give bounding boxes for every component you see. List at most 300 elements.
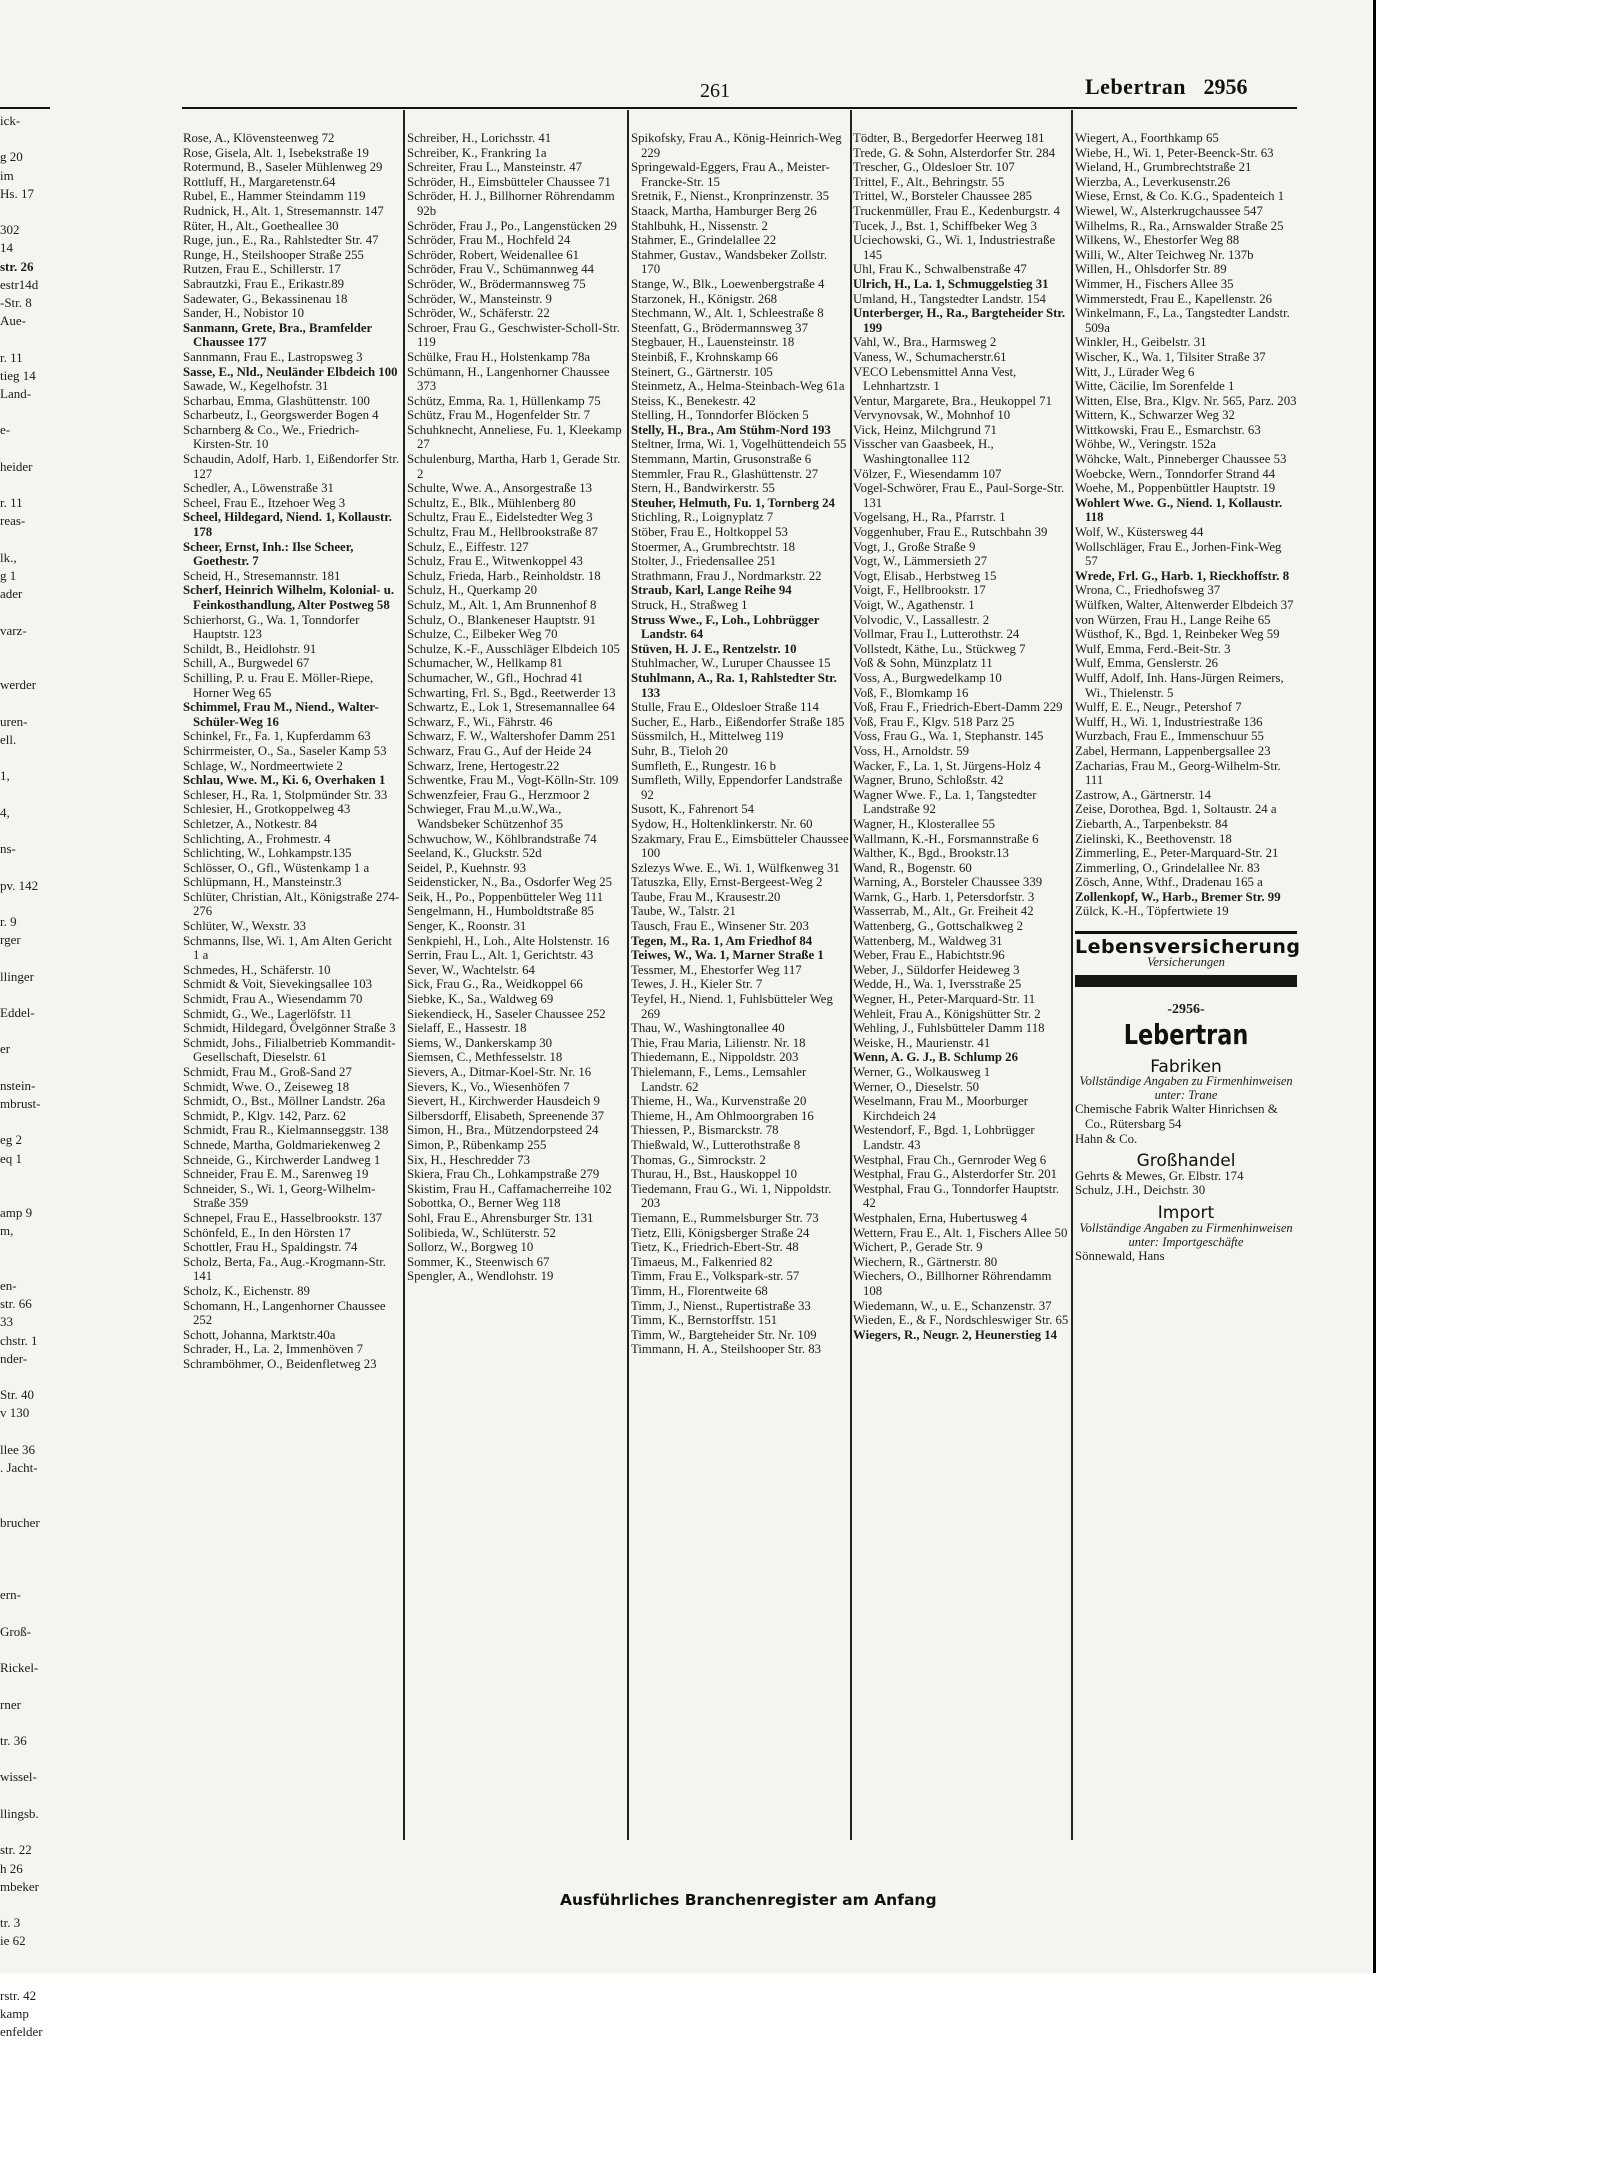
directory-entry: Willi, W., Alter Teichweg Nr. 137b xyxy=(1075,247,1254,262)
directory-entry: Vaness, W., Schumacherstr.61 xyxy=(853,349,1007,364)
directory-entry: Wedde, H., Wa. 1, Iversstraße 25 xyxy=(853,977,1022,992)
fragment-line xyxy=(0,1550,66,1568)
fragment-line: 14 xyxy=(0,240,13,256)
fragment-line: enfelder xyxy=(0,2024,43,2040)
directory-entry: Schulze, C., Eilbeker Weg 70 xyxy=(407,627,558,642)
directory-entry: Wiese, Ernst, & Co. K.G., Spadenteich 1 xyxy=(1075,189,1285,204)
directory-entry: Sick, Frau G., Ra., Weidkoppel 66 xyxy=(407,977,583,992)
fragment-line xyxy=(0,1477,66,1495)
directory-entry: Scharnberg & Co., We., Friedrich-Kirsten-Str. 10 xyxy=(183,422,360,452)
directory-entry: Vogt, Elisab., Herbstweg 15 xyxy=(853,568,997,583)
directory-entry: Weiske, H., Maurienstr. 41 xyxy=(853,1035,991,1050)
fragment-line xyxy=(0,1787,66,1805)
column-divider xyxy=(403,110,405,1840)
directory-entry: Schrader, H., La. 2, Immenhöven 7 xyxy=(183,1342,364,1357)
directory-entry: Witt, J., Lürader Weg 6 xyxy=(1075,364,1195,379)
directory-entry: Wiedemann, W., u. E., Schanzenstr. 37 xyxy=(853,1298,1052,1313)
directory-entry: Wattenberg, M., Waldweg 31 xyxy=(853,933,1003,948)
fragment-line: eg 2 xyxy=(0,1132,23,1148)
directory-entry: Wehling, J., Fuhlsbütteler Damm 118 xyxy=(853,1021,1045,1036)
advert-box xyxy=(1075,931,1301,1263)
fragment-line: eq 1 xyxy=(0,1150,23,1166)
directory-entry: Stüven, H. J. E., Rentzelstr. 10 xyxy=(631,641,797,656)
directory-entry: Skiera, Frau Ch., Lohkampstraße 279 xyxy=(407,1167,600,1182)
directory-entry: Rotermund, B., Saseler Mühlenweg 29 xyxy=(183,160,383,175)
directory-entry: Schaudin, Adolf, Harb. 1, Eißendorfer Str. 127 xyxy=(183,452,400,481)
directory-entry: Rose, A., Klövensteenweg 72 xyxy=(183,131,335,145)
advert-section-heading: Großhandel xyxy=(1136,1151,1236,1172)
directory-entry: Siekendieck, H., Saseler Chaussee 252 xyxy=(407,1006,606,1021)
column-divider xyxy=(1071,110,1073,1840)
directory-entry: Truckenmüller, Frau E., Kedenburgstr. 4 xyxy=(853,203,1061,218)
directory-entry: Thurau, H., Bst., Hauskoppel 10 xyxy=(631,1167,797,1182)
directory-entry: Scherf, Heinrich Wilhelm, Kolonial- u. Feinkosthandlung, Alter Postweg 58 xyxy=(183,583,395,612)
fragment-line xyxy=(0,440,66,458)
directory-entry: Schinkel, Fr., Fa. 1, Kupferdamm 63 xyxy=(183,729,371,744)
directory-entry: Stelling, H., Tonndorfer Blöcken 5 xyxy=(631,408,809,423)
directory-entry: Schröder, W., Mansteinstr. 9 xyxy=(407,291,552,306)
fragment-line: rstr. 42 xyxy=(0,1987,37,2003)
directory-entry: Schütz, Emma, Ra. 1, Hüllenkamp 75 xyxy=(407,393,601,408)
directory-entry: Sohl, Frau E., Ahrensburger Str. 131 xyxy=(407,1210,594,1225)
fragment-line xyxy=(0,1423,66,1441)
directory-entry: Vollstedt, Käthe, Lu., Stückweg 7 xyxy=(853,641,1026,656)
directory-entry: Wiebe, H., Wi. 1, Peter-Beenck-Str. 63 xyxy=(1075,145,1274,160)
directory-entry: Schumacher, W., Hellkamp 81 xyxy=(407,656,563,671)
fragment-line xyxy=(0,330,66,348)
directory-entry: Wehleit, Frau A., Königshütter Str. 2 xyxy=(853,1006,1041,1021)
directory-entry: Stuhlmacher, W., Luruper Chaussee 15 xyxy=(631,656,831,671)
directory-entry: Schwarz, Irene, Hertogestr.22 xyxy=(407,758,560,773)
directory-column-2 xyxy=(407,131,626,1881)
fragment-line xyxy=(0,130,66,148)
fragment-line: h 26 xyxy=(0,1860,23,1876)
directory-entry: Tatuszka, Elly, Ernst-Bergeest-Weg 2 xyxy=(631,875,823,890)
directory-entry: Schedler, A., Löwenstraße 31 xyxy=(183,481,334,496)
directory-entry: Sander, H., Nobistor 10 xyxy=(183,306,305,321)
directory-entry: Schottler, Frau H., Spaldingstr. 74 xyxy=(183,1240,358,1255)
fragment-line: v 130 xyxy=(0,1405,30,1421)
directory-entry: Wittkowski, Frau E., Esmarchstr. 63 xyxy=(1075,422,1261,437)
directory-entry: Thieme, H., Am Ohlmoorgraben 16 xyxy=(631,1108,814,1123)
fragment-line: str. 22 xyxy=(0,1842,32,1858)
advert-section-note: Vollständige Angaben zu Firmenhinweisen unter: Importgeschäfte xyxy=(1079,1220,1293,1249)
directory-entry: Schilling, P. u. Frau E. Möller-Riepe, Horner Weg 65 xyxy=(183,670,374,700)
directory-entry: Schulz, E., Eiffestr. 127 xyxy=(407,539,529,554)
directory-entry: Sievers, K., Vo., Wiesenhöfen 7 xyxy=(407,1079,570,1094)
directory-entry: Uhl, Frau K., Schwalbenstraße 47 xyxy=(853,262,1027,277)
directory-entry: Westphalen, Erna, Hubertusweg 4 xyxy=(853,1210,1028,1225)
fragment-line xyxy=(0,1495,66,1513)
directory-entry: Thiessen, P., Bismarckstr. 78 xyxy=(631,1123,779,1138)
fragment-line: Land- xyxy=(0,386,32,402)
directory-entry: Weber, J., Süldorfer Heideweg 3 xyxy=(853,962,1020,977)
directory-entry: Schlösser, O., Gfl., Wüstenkamp 1 a xyxy=(183,860,370,875)
directory-entry: Tiemann, E., Rummelsburger Str. 73 xyxy=(631,1210,819,1225)
directory-entry: Thießwald, W., Lutterothstraße 8 xyxy=(631,1137,801,1152)
fragment-line: -Str. 8 xyxy=(0,295,32,311)
directory-entry: Woehe, M., Poppenbüttler Hauptstr. 19 xyxy=(1075,481,1276,496)
directory-entry: Ziebarth, A., Tarpenbekstr. 84 xyxy=(1075,816,1228,831)
fragment-line: estr14d xyxy=(0,276,39,292)
directory-entry: Winkelmann, F., La., Tangstedter Landstr. 509a xyxy=(1075,306,1290,335)
directory-entry: Schröder, H. J., Billhorner Röhrendamm 92b xyxy=(407,189,615,218)
directory-entry: Stemmler, Frau R., Glashüttenstr. 27 xyxy=(631,466,819,481)
directory-entry: Sretnik, F., Nienst., Kronprinzenstr. 35 xyxy=(631,189,830,204)
directory-entry: Timaeus, M., Falkenried 82 xyxy=(631,1254,773,1269)
directory-entry: Scharbau, Emma, Glashüttenstr. 100 xyxy=(183,393,370,408)
directory-entry: Sucher, E., Harb., Eißendorfer Straße 185 xyxy=(631,714,845,729)
directory-entry: Wrede, Frl. G., Harb. 1, Rieckhoffstr. 8 xyxy=(1075,568,1290,583)
fragment-line xyxy=(0,895,66,913)
directory-entry: Stichling, R., Loignyplatz 7 xyxy=(631,510,774,525)
fragment-line xyxy=(0,403,66,421)
directory-column-5 xyxy=(1075,131,1301,1881)
fragment-line: r. 9 xyxy=(0,913,17,929)
fragment-line: e- xyxy=(0,422,11,438)
directory-entry: Schmanns, Ilse, Wi. 1, Am Alten Gericht 1 a xyxy=(183,933,392,963)
directory-entry: Schomann, H., Langenhorner Chaussee 252 xyxy=(183,1298,386,1328)
directory-entry: Schmidt, O., Bst., Möllner Landstr. 26a xyxy=(183,1094,386,1109)
directory-entry: Sommer, K., Steenwisch 67 xyxy=(407,1254,550,1269)
directory-entry: Wülfken, Walter, Altenwerder Elbdeich 37 xyxy=(1075,598,1294,612)
fragment-line: rger xyxy=(0,932,21,948)
directory-entry: Schwieger, Frau M.,u.W.,Wa., Wandsbeker Schützenhof 35 xyxy=(407,802,564,831)
advert-entry: Gehrts & Mewes, Gr. Elbstr. 174 xyxy=(1075,1168,1244,1183)
directory-entry: Schumacher, W., Gfl., Hochrad 41 xyxy=(407,670,584,685)
directory-entry: Schneider, S., Wi. 1, Georg-Wilhelm-Straße 359 xyxy=(183,1181,376,1211)
directory-entry: Stuhlmann, A., Ra. 1, Rahlstedter Str. 133 xyxy=(631,670,837,700)
fragment-line xyxy=(0,1714,66,1732)
fragment-line: ick- xyxy=(0,113,21,128)
advert-section-heading: Fabriken xyxy=(1150,1056,1222,1077)
fragment-line xyxy=(0,822,66,840)
directory-entry: Tucek, J., Bst. 1, Schiffbeker Weg 3 xyxy=(853,218,1037,233)
directory-entry: Spikofsky, Frau A., König-Heinrich-Weg 229 xyxy=(631,131,842,160)
directory-entry: Schnede, Martha, Goldmariekenweg 2 xyxy=(183,1137,381,1152)
directory-entry: Wohlert Wwe. G., Niend. 1, Kollaustr. 118 xyxy=(1075,495,1283,525)
directory-entry: Schönfeld, E., In den Hörsten 17 xyxy=(183,1225,351,1240)
fragment-line xyxy=(0,749,66,767)
directory-entry: Sengelmann, H., Humboldtstraße 85 xyxy=(407,904,594,919)
advert-rule xyxy=(1075,931,1297,934)
directory-entry: Schreiber, H., Lorichsstr. 41 xyxy=(407,131,552,145)
directory-entry: Wüsthof, K., Bgd. 1, Reinbeker Weg 59 xyxy=(1075,627,1280,642)
directory-entry: Stern, H., Bandwirkerstr. 55 xyxy=(631,481,775,496)
fragment-line: kamp xyxy=(0,2006,29,2022)
directory-entry: Schulz, M., Alt. 1, Am Brunnenhof 8 xyxy=(407,598,597,612)
fragment-line: pv. 142 xyxy=(0,877,39,893)
directory-entry: Schwarting, Frl. S., Bgd., Reetwerder 13 xyxy=(407,685,616,700)
directory-entry: Wiewel, W., Alsterkrugchaussee 547 xyxy=(1075,203,1263,218)
directory-entry: Schreiter, Frau L., Mansteinstr. 47 xyxy=(407,160,583,175)
directory-entry: Ulrich, H., La. 1, Schmuggelstieg 31 xyxy=(853,276,1049,291)
directory-entry: Wieland, H., Grumbrechtstraße 21 xyxy=(1075,160,1252,175)
directory-entry: Schirrmeister, O., Sa., Saseler Kamp 53 xyxy=(183,743,387,758)
directory-entry: Straub, Karl, Lange Reihe 94 xyxy=(631,583,792,598)
directory-entry: Susott, K., Fahrenort 54 xyxy=(631,802,754,817)
directory-entry: Zeise, Dorothea, Bgd. 1, Soltaustr. 24 a xyxy=(1075,802,1277,817)
directory-entry: Scholz, Berta, Fa., Aug.-Krogmann-Str. 141 xyxy=(183,1254,386,1284)
fragment-line: Hs. 17 xyxy=(0,185,34,201)
fragment-line: tr. 36 xyxy=(0,1733,27,1749)
directory-entry: Voß, Frau F., Friedrich-Ebert-Damm 229 xyxy=(853,700,1063,715)
directory-entry: Serrin, Frau L., Alt. 1, Gerichtstr. 43 xyxy=(407,948,594,963)
directory-entry: Schmidt, Wwe. O., Zeiseweg 18 xyxy=(183,1079,350,1094)
directory-entry: Schmidt, Johs., Filialbetrieb Kommandit-Gesellschaft, Dieselstr. 61 xyxy=(183,1035,396,1065)
directory-entry: Schimmel, Frau M., Niend., Walter-Schüler-Weg 16 xyxy=(183,700,379,729)
directory-entry: Steinmetz, A., Helma-Steinbach-Weg 61a xyxy=(631,379,845,394)
directory-entry: Voß, Frau F., Klgv. 518 Parz 25 xyxy=(853,714,1015,729)
directory-entry: Rottluff, H., Margaretenstr.64 xyxy=(183,174,336,189)
directory-entry: Westendorf, F., Bgd. 1, Lohbrügger Landstr. 43 xyxy=(853,1123,1035,1152)
directory-entry: Wacker, F., La. 1, St. Jürgens-Holz 4 xyxy=(853,758,1041,773)
fragment-line xyxy=(0,1259,66,1277)
directory-entry: Schülke, Frau H., Holstenkamp 78a xyxy=(407,349,591,364)
fragment-line xyxy=(0,1605,66,1623)
directory-entry: Vollmar, Frau I., Lutterothstr. 24 xyxy=(853,627,1020,642)
directory-entry: Warnk, G., Harb. 1, Petersdorfstr. 3 xyxy=(853,889,1035,904)
directory-entry: Steuher, Helmuth, Fu. 1, Tornberg 24 xyxy=(631,495,835,510)
directory-entry: Schwarz, F. W., Waltershofer Damm 251 xyxy=(407,729,617,744)
directory-entry: Zollenkopf, W., Harb., Bremer Str. 99 xyxy=(1075,889,1281,904)
directory-entry: Westphal, Frau G., Tonndorfer Hauptstr. 42 xyxy=(853,1181,1060,1211)
directory-entry: Schroer, Frau G., Geschwister-Scholl-Str. 119 xyxy=(407,320,620,350)
fragment-line xyxy=(0,949,66,967)
insurance-heading: Lebensversicherung xyxy=(1075,936,1301,959)
directory-entry: Rudnick, H., Alt. 1, Stresemannstr. 147 xyxy=(183,203,384,218)
directory-entry: Schill, A., Burgwedel 67 xyxy=(183,656,310,671)
directory-entry: Schröder, Robert, Weidenallee 61 xyxy=(407,247,579,262)
directory-entry: Schmidt & Voit, Sievekingsallee 103 xyxy=(183,977,372,992)
directory-entry: Wichert, P., Gerade Str. 9 xyxy=(853,1240,983,1255)
directory-entry: Voigt, F., Hellbrookstr. 17 xyxy=(853,583,986,598)
directory-entry: Sadewater, G., Bekassinenau 18 xyxy=(183,291,348,306)
directory-entry: Seidensticker, N., Ba., Osdorfer Weg 25 xyxy=(407,875,613,890)
directory-entry: Timm, J., Nienst., Rupertistraße 33 xyxy=(631,1298,811,1313)
directory-column-3 xyxy=(631,131,849,1881)
directory-entry: Wulf, Emma, Genslerstr. 26 xyxy=(1075,656,1219,671)
directory-entry: Voggenhuber, Frau E., Rutschbahn 39 xyxy=(853,525,1048,540)
directory-entry: Wallmann, K.-H., Forsmannstraße 6 xyxy=(853,831,1039,846)
directory-entry: Schröder, H., Eimsbütteler Chaussee 71 xyxy=(407,174,611,189)
fragment-line: er xyxy=(0,1041,11,1057)
directory-entry: Seeland, K., Gluckstr. 52d xyxy=(407,846,542,861)
directory-entry: Rubel, E., Hammer Steindamm 119 xyxy=(183,189,366,204)
directory-entry: Schulz, H., Querkamp 20 xyxy=(407,583,538,598)
directory-entry: Wittern, K., Schwarzer Weg 32 xyxy=(1075,408,1235,423)
fragment-line: Str. 40 xyxy=(0,1387,34,1403)
directory-entry: Schmedes, H., Schäferstr. 10 xyxy=(183,962,331,977)
directory-entry: Schmidt, Hildegard, Övelgönner Straße 3 xyxy=(183,1021,396,1036)
directory-entry: Stahmer, E., Grindelallee 22 xyxy=(631,233,777,248)
directory-entry: Walther, K., Bgd., Brookstr.13 xyxy=(853,846,1009,861)
directory-entry: Wagner, H., Klosterallee 55 xyxy=(853,816,996,831)
fragment-line: g 20 xyxy=(0,149,23,165)
directory-entry: Scharbeutz, I., Georgswerder Bogen 4 xyxy=(183,408,379,423)
fragment-line: nder- xyxy=(0,1350,28,1366)
directory-entry: Wrona, C., Friedhofsweg 37 xyxy=(1075,583,1221,598)
directory-entry: Schulte, Wwe. A., Ansorgestraße 13 xyxy=(407,481,593,496)
fragment-line xyxy=(0,858,66,876)
fragment-line xyxy=(0,1641,66,1659)
directory-entry: Weber, Frau E., Habichtstr.96 xyxy=(853,948,1005,963)
directory-entry: Schulz, Frau E., Witwenkoppel 43 xyxy=(407,554,583,569)
directory-entry: Thielemann, F., Lems., Lemsahler Landstr. 62 xyxy=(631,1065,807,1094)
directory-entry: Rutzen, Frau E., Schillerstr. 17 xyxy=(183,262,341,277)
directory-entry: Voss, H., Arnoldstr. 59 xyxy=(853,743,970,758)
fragment-line: en- xyxy=(0,1278,17,1293)
directory-entry: Schlüpmann, H., Mansteinstr.3 xyxy=(183,875,342,890)
fragment-line xyxy=(0,1113,66,1131)
fragment-line xyxy=(0,1568,66,1586)
fragment-line: lk., xyxy=(0,549,17,565)
fragment-line: tr. 3 xyxy=(0,1915,21,1931)
fragment-line: 1, xyxy=(0,768,10,784)
directory-entry: Schwenzfeier, Frau G., Herzmoor 2 xyxy=(407,787,590,802)
directory-entry: Vogt, J., Große Straße 9 xyxy=(853,539,976,554)
fragment-line: brucher xyxy=(0,1514,40,1530)
directory-entry: Sievers, A., Ditmar-Koel-Str. Nr. 16 xyxy=(407,1065,592,1079)
fragment-line: llinger xyxy=(0,968,34,984)
directory-entry: Struck, H., Straßweg 1 xyxy=(631,598,748,612)
fragment-line: llee 36 xyxy=(0,1441,36,1457)
directory-entry: Szakmary, Frau E., Eimsbütteler Chaussee 100 xyxy=(631,831,849,861)
directory-entry: Wettern, Frau E., Alt. 1, Fischers Allee 50 xyxy=(853,1225,1068,1240)
fragment-line: str. 66 xyxy=(0,1296,32,1312)
fragment-line: m, xyxy=(0,1223,14,1239)
directory-entry: Zülck, K.-H., Töpfertwiete 19 xyxy=(1075,904,1229,919)
directory-entry: Werner, O., Dieselstr. 50 xyxy=(853,1079,980,1094)
directory-entry: Winkler, H., Geibelstr. 31 xyxy=(1075,335,1207,350)
header-code: 2956 xyxy=(1203,74,1248,99)
directory-entry: Wasserrab, M., Alt., Gr. Freiheit 42 xyxy=(853,904,1034,919)
directory-entry: Trede, G. & Sohn, Alsterdorfer Str. 284 xyxy=(853,145,1056,160)
fragment-line: amp 9 xyxy=(0,1205,33,1221)
directory-entry: Vogt, W., Lämmersieth 27 xyxy=(853,554,988,569)
fragment-line: 302 xyxy=(0,222,20,238)
directory-entry: Zimmerling, E., Peter-Marquard-Str. 21 xyxy=(1075,846,1279,861)
fragment-line xyxy=(0,640,66,658)
directory-entry: Timm, K., Bernstorffstr. 151 xyxy=(631,1313,778,1328)
directory-entry: Schröder, W., Brödermannsweg 75 xyxy=(407,276,586,291)
fragment-line: ns- xyxy=(0,841,16,857)
insurance-subheading: Versicherungen xyxy=(1147,954,1225,969)
directory-entry: Schultz, Frau M., Hellbrookstraße 87 xyxy=(407,525,598,540)
directory-entry: Schlüter, Christian, Alt., Königstraße 274-276 xyxy=(183,889,400,919)
directory-entry: Schulze, K.-F., Ausschläger Elbdeich 105 xyxy=(407,641,620,656)
directory-entry: Wöhbe, W., Veringstr. 152a xyxy=(1075,437,1216,452)
directory-entry: Vahl, W., Bra., Harmsweg 2 xyxy=(853,335,997,350)
directory-entry: Schmidt, G., We., Lagerlöfstr. 11 xyxy=(183,1006,352,1021)
header-rule xyxy=(182,107,1297,109)
directory-entry: Thiedemann, E., Nippoldstr. 203 xyxy=(631,1050,799,1065)
directory-entry: Schmidt, Frau A., Wiesendamm 70 xyxy=(183,992,363,1007)
directory-entry: Völzer, F., Wiesendamm 107 xyxy=(853,466,1002,481)
directory-entry: Sasse, E., Nld., Neuländer Elbdeich 100 xyxy=(183,364,398,379)
fragment-line: mbrust- xyxy=(0,1095,41,1111)
directory-entry: Rüter, H., Alt., Goetheallee 30 xyxy=(183,218,339,233)
directory-entry: Trescher, G., Oldesloer Str. 107 xyxy=(853,160,1015,175)
directory-entry: Voss, A., Burgwedelkamp 10 xyxy=(853,670,1002,685)
directory-entry: Tietz, K., Friedrich-Ebert-Str. 48 xyxy=(631,1240,799,1255)
directory-entry: Umland, H., Tangstedter Landstr. 154 xyxy=(853,291,1046,306)
directory-entry: Voß, F., Blomkamp 16 xyxy=(853,685,969,700)
directory-entry: Szlezys Wwe. E., Wi. 1, Wülfkenweg 31 xyxy=(631,860,840,875)
directory-entry: Scheel, Frau E., Itzehoer Weg 3 xyxy=(183,495,346,510)
directory-entry: Skistim, Frau H., Caffamacherreihe 102 xyxy=(407,1181,612,1196)
advert-keyword: Lebertran xyxy=(1123,1017,1249,1051)
directory-entry: Simon, P., Rübenkamp 255 xyxy=(407,1137,547,1152)
directory-entry: Schletzer, A., Notkestr. 84 xyxy=(183,816,318,831)
advert-code: -2956- xyxy=(1167,1002,1205,1018)
fragment-line: uren- xyxy=(0,713,28,729)
fragment-line xyxy=(0,1823,66,1841)
fragment-line xyxy=(0,658,66,676)
fragment-line xyxy=(0,1168,66,1186)
directory-entry: Wulff, Adolf, Inh. Hans-Jürgen Reimers, Wi., Thielenstr. 5 xyxy=(1075,670,1284,700)
directory-entry: Scheid, H., Stresemannstr. 181 xyxy=(183,568,341,583)
directory-entry: Steenfatt, G., Brödermannsweg 37 xyxy=(631,320,808,335)
directory-entry: Ruge, jun., E., Ra., Rahlstedter Str. 47 xyxy=(183,233,379,248)
fragment-line: wissel- xyxy=(0,1769,37,1785)
fragment-line: str. 26 xyxy=(0,258,34,274)
directory-entry: Steinbiß, F., Krohnskamp 66 xyxy=(631,349,778,364)
directory-entry: Siems, W., Dankerskamp 30 xyxy=(407,1035,553,1050)
directory-entry: Schildt, B., Heidlohstr. 91 xyxy=(183,641,317,656)
directory-entry: Timm, H., Florentweite 68 xyxy=(631,1283,768,1298)
directory-entry: Thau, W., Washingtonallee 40 xyxy=(631,1021,785,1036)
advert-entry: Hahn & Co. xyxy=(1075,1131,1138,1146)
fragment-line: . Jacht- xyxy=(0,1460,38,1476)
directory-entry: Wiegert, A., Foorthkamp 65 xyxy=(1075,131,1219,145)
directory-entry: Trittel, W., Borsteler Chaussee 285 xyxy=(853,189,1033,204)
directory-entry: Woebcke, Wern., Tonndorfer Strand 44 xyxy=(1075,466,1276,481)
directory-entry: Scholz, K., Eichenstr. 89 xyxy=(183,1283,310,1298)
directory-entry: Westphal, Frau G., Alsterdorfer Str. 201 xyxy=(853,1167,1058,1182)
directory-entry: Schwuchow, W., Köhlbrandstraße 74 xyxy=(407,831,597,846)
directory-entry: Taube, W., Talstr. 21 xyxy=(631,904,736,919)
directory-entry: Stulle, Frau E., Oldesloer Straße 114 xyxy=(631,700,819,715)
directory-entry: Tiedemann, Frau G., Wi. 1, Nippoldstr. 203 xyxy=(631,1181,832,1211)
directory-entry: Seik, H., Po., Poppenbütteler Weg 111 xyxy=(407,889,604,904)
directory-entry: Seidel, P., Kuehnstr. 93 xyxy=(407,860,527,875)
directory-entry: Stelly, H., Bra., Am Stühm-Nord 193 xyxy=(631,422,831,437)
directory-entry: Schulz, O., Blankeneser Hauptstr. 91 xyxy=(407,612,597,627)
fragment-line xyxy=(0,1969,66,1987)
directory-entry: Teiwes, W., Wa. 1, Marner Straße 1 xyxy=(631,948,824,963)
directory-entry: Siemsen, C., Methfesselstr. 18 xyxy=(407,1050,563,1065)
directory-entry: Zielinski, K., Beethovenstr. 18 xyxy=(1075,831,1232,846)
directory-entry: Stemmann, Martin, Grusonstraße 6 xyxy=(631,452,812,467)
directory-entry: Wand, R., Bogenstr. 60 xyxy=(853,860,972,875)
advert-entry: Chemische Fabrik Walter Hinrichsen & Co., Rütersbarg 54 xyxy=(1075,1102,1278,1132)
directory-entry: Springewald-Eggers, Frau A., Meister-Francke-Str. 15 xyxy=(631,160,830,189)
directory-entry: Spengler, A., Wendlohstr. 19 xyxy=(407,1269,554,1284)
fragment-line: heider xyxy=(0,458,33,474)
directory-entry: Schneider, Frau E. M., Sarenweg 19 xyxy=(183,1167,369,1182)
directory-entry: Tessmer, M., Ehestorfer Weg 117 xyxy=(631,962,802,977)
directory-entry: Tausch, Frau E., Winsener Str. 203 xyxy=(631,919,809,934)
column-5-entries xyxy=(1075,131,1297,919)
directory-entry: Sever, W., Wachtelstr. 64 xyxy=(407,962,535,977)
directory-entry: Stöber, Frau E., Holtkoppel 53 xyxy=(631,525,788,540)
column-divider xyxy=(627,110,629,1840)
directory-entry: Vogelsang, H., Ra., Pfarrstr. 1 xyxy=(853,510,1006,525)
page-header xyxy=(1085,74,1248,100)
directory-entry: Wiegers, R., Neugr. 2, Heunerstieg 14 xyxy=(853,1327,1058,1342)
directory-entry: Schümann, H., Langenhorner Chaussee 373 xyxy=(407,364,610,394)
